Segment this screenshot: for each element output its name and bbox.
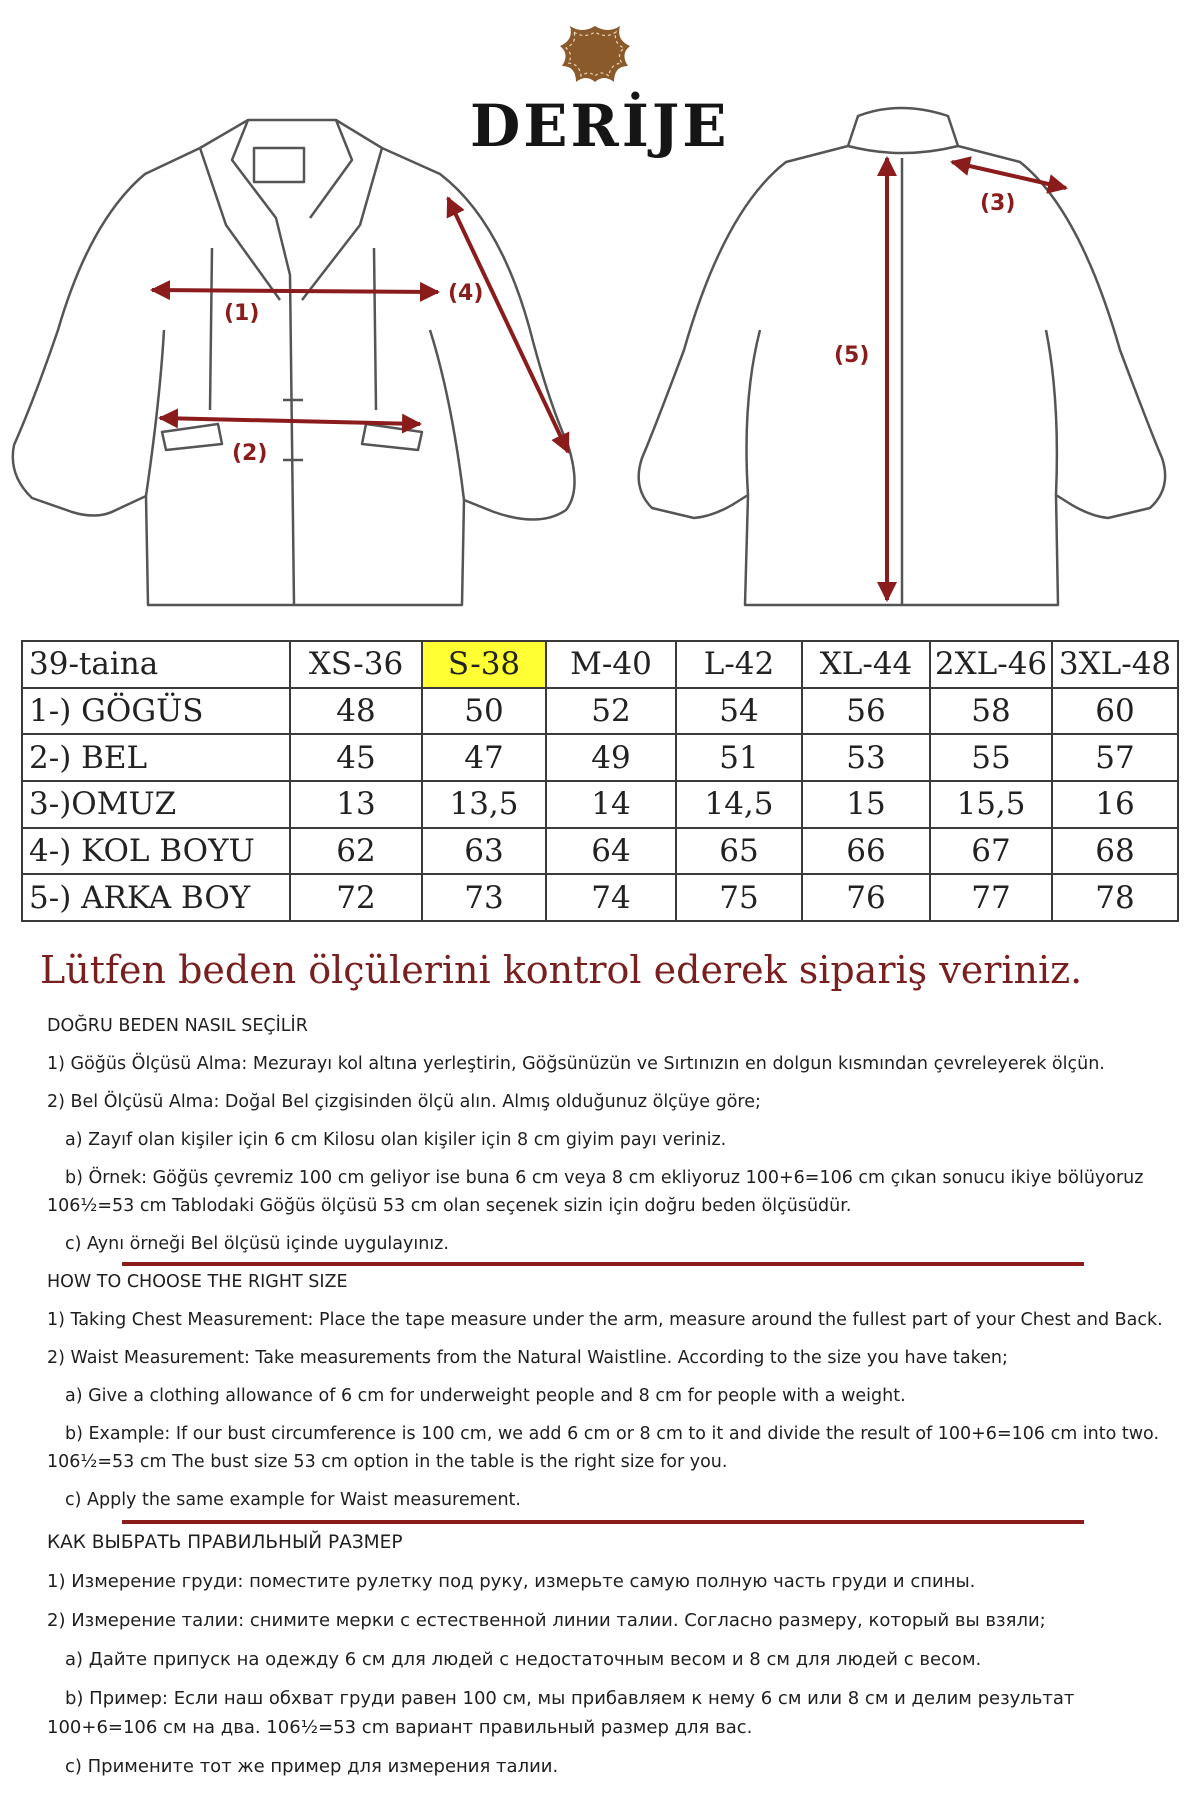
table-cell: 64 (546, 828, 676, 875)
row-label: 2-) BEL (22, 734, 290, 781)
table-row (22, 828, 1178, 875)
front-label-2: (2) (232, 441, 268, 466)
table-cell: 73 (422, 874, 546, 921)
brand-name: DERİJE (470, 92, 730, 160)
size-header: XS-36 (290, 641, 422, 688)
english-title: HOW TO CHOOSE THE RIGHT SIZE (47, 1272, 348, 1292)
table-row (22, 874, 1178, 921)
table-cell: 67 (930, 828, 1052, 875)
table-cell: 66 (802, 828, 930, 875)
size-header: L-42 (676, 641, 802, 688)
table-cell: 63 (422, 828, 546, 875)
table-row (22, 688, 1178, 735)
english-step-2: 2) Waist Measurement: Take measurements from the Natural Waistline. According to the size you have taken; (47, 1348, 1008, 1368)
table-cell: 77 (930, 874, 1052, 921)
size-header: XL-44 (802, 641, 930, 688)
table-cell: 45 (290, 734, 422, 781)
measurement-diagram (0, 100, 1200, 620)
table-cell: 53 (802, 734, 930, 781)
table-cell: 72 (290, 874, 422, 921)
russian-guide (47, 1528, 1167, 1791)
turkish-step-2c: c) Aynı örneği Bel ölçüsü içinde uygulayınız. (65, 1234, 449, 1254)
russian-step-2a: a) Дайте припуск на одежду 6 см для людей с недостаточным весом и 8 см для людей с весом. (65, 1649, 982, 1670)
turkish-step-2b: b) Örnek: Göğüs çevremiz 100 cm geliyor ise buna 6 cm veya 8 cm ekliyoruz 100+6=106 cm çıkan sonucu ikiye bölüyoruz 106½=53 cm Tablodaki Göğüs ölçüsü 53 cm olan seçenek sizin için doğru beden ölçüsüdür. (47, 1168, 1144, 1216)
front-jacket-drawing (13, 120, 575, 605)
row-label: 1-) GÖGÜS (22, 688, 290, 735)
table-cell: 75 (676, 874, 802, 921)
table-cell: 16 (1052, 781, 1178, 828)
table-header-label: 39-taina (22, 641, 290, 688)
turkish-step-2: 2) Bel Ölçüsü Alma: Doğal Bel çizgisinden ölçü alın. Almış olduğunuz ölçüye göre; (47, 1092, 761, 1112)
russian-step-2c: c) Примените тот же пример для измерения талии. (65, 1756, 559, 1777)
table-cell: 55 (930, 734, 1052, 781)
table-cell: 52 (546, 688, 676, 735)
back-label-3: (3) (980, 191, 1016, 216)
table-cell: 54 (676, 688, 802, 735)
front-label-4: (4) (448, 281, 484, 306)
back-jacket-drawing (639, 108, 1165, 605)
section-divider (122, 1520, 1084, 1524)
table-row (22, 781, 1178, 828)
table-cell: 50 (422, 688, 546, 735)
table-cell: 74 (546, 874, 676, 921)
size-chart-table (21, 640, 1179, 922)
table-row (22, 734, 1178, 781)
table-cell: 14 (546, 781, 676, 828)
turkish-step-2a: a) Zayıf olan kişiler için 6 cm Kilosu olan kişiler için 8 cm giyim payı veriniz. (65, 1130, 727, 1150)
english-step-2a: a) Give a clothing allowance of 6 cm for underweight people and 8 cm for people with a weight. (65, 1386, 906, 1406)
english-step-2c: c) Apply the same example for Waist measurement. (65, 1490, 521, 1510)
size-header: 3XL-48 (1052, 641, 1178, 688)
turkish-step-1: 1) Göğüs Ölçüsü Alma: Mezurayı kol altına yerleştirin, Göğsünüzün ve Sırtınızın en dolgun kısmından çevreleyerek ölçün. (47, 1054, 1105, 1074)
table-cell: 58 (930, 688, 1052, 735)
table-cell: 15 (802, 781, 930, 828)
row-label: 3-)OMUZ (22, 781, 290, 828)
table-cell: 57 (1052, 734, 1178, 781)
size-header-highlighted: S-38 (422, 641, 546, 688)
table-cell: 13,5 (422, 781, 546, 828)
russian-step-1: 1) Измерение груди: поместите рулетку под руку, измерьте самую полную часть груди и спины. (47, 1571, 976, 1592)
english-step-2b: b) Example: If our bust circumference is 100 cm, we add 6 cm or 8 cm to it and divide the result of 100+6=106 cm into two. 106½=53 cm The bust size 53 cm option in the table is the right size for you. (47, 1424, 1160, 1472)
table-cell: 65 (676, 828, 802, 875)
front-label-1: (1) (224, 301, 260, 326)
table-cell: 14,5 (676, 781, 802, 828)
turkish-title: DOĞRU BEDEN NASIL SEÇİLİR (47, 1016, 308, 1036)
russian-title: КАК ВЫБРАТЬ ПРАВИЛЬНЫЙ РАЗМЕР (47, 1532, 403, 1553)
size-header: 2XL-46 (930, 641, 1052, 688)
english-guide (47, 1268, 1167, 1524)
table-cell: 47 (422, 734, 546, 781)
row-label: 5-) ARKA BOY (22, 874, 290, 921)
table-cell: 60 (1052, 688, 1178, 735)
size-header: M-40 (546, 641, 676, 688)
table-cell: 76 (802, 874, 930, 921)
table-cell: 15,5 (930, 781, 1052, 828)
section-divider (122, 1262, 1084, 1266)
back-label-5: (5) (834, 343, 870, 368)
table-cell: 49 (546, 734, 676, 781)
english-step-1: 1) Taking Chest Measurement: Place the tape measure under the arm, measure around the fullest part of your Chest and Back. (47, 1310, 1163, 1330)
table-header-row (22, 641, 1178, 688)
russian-step-2: 2) Измерение талии: снимите мерки с естественной линии талии. Согласно размеру, который вы взяли; (47, 1610, 1046, 1631)
table-cell: 78 (1052, 874, 1178, 921)
turkish-guide (47, 1012, 1167, 1268)
leather-hide-icon (550, 20, 640, 88)
russian-step-2b: b) Пример: Если наш обхват груди равен 100 см, мы прибавляем к нему 6 см или 8 см и делим результат 100+6=106 см на два. 106½=53 cm вариант правильный размер для вас. (47, 1688, 1075, 1738)
table-cell: 62 (290, 828, 422, 875)
table-cell: 48 (290, 688, 422, 735)
order-notice: Lütfen beden ölçülerini kontrol ederek sipariş veriniz. (40, 948, 1083, 992)
table-cell: 51 (676, 734, 802, 781)
row-label: 4-) KOL BOYU (22, 828, 290, 875)
table-cell: 68 (1052, 828, 1178, 875)
table-cell: 56 (802, 688, 930, 735)
table-cell: 13 (290, 781, 422, 828)
